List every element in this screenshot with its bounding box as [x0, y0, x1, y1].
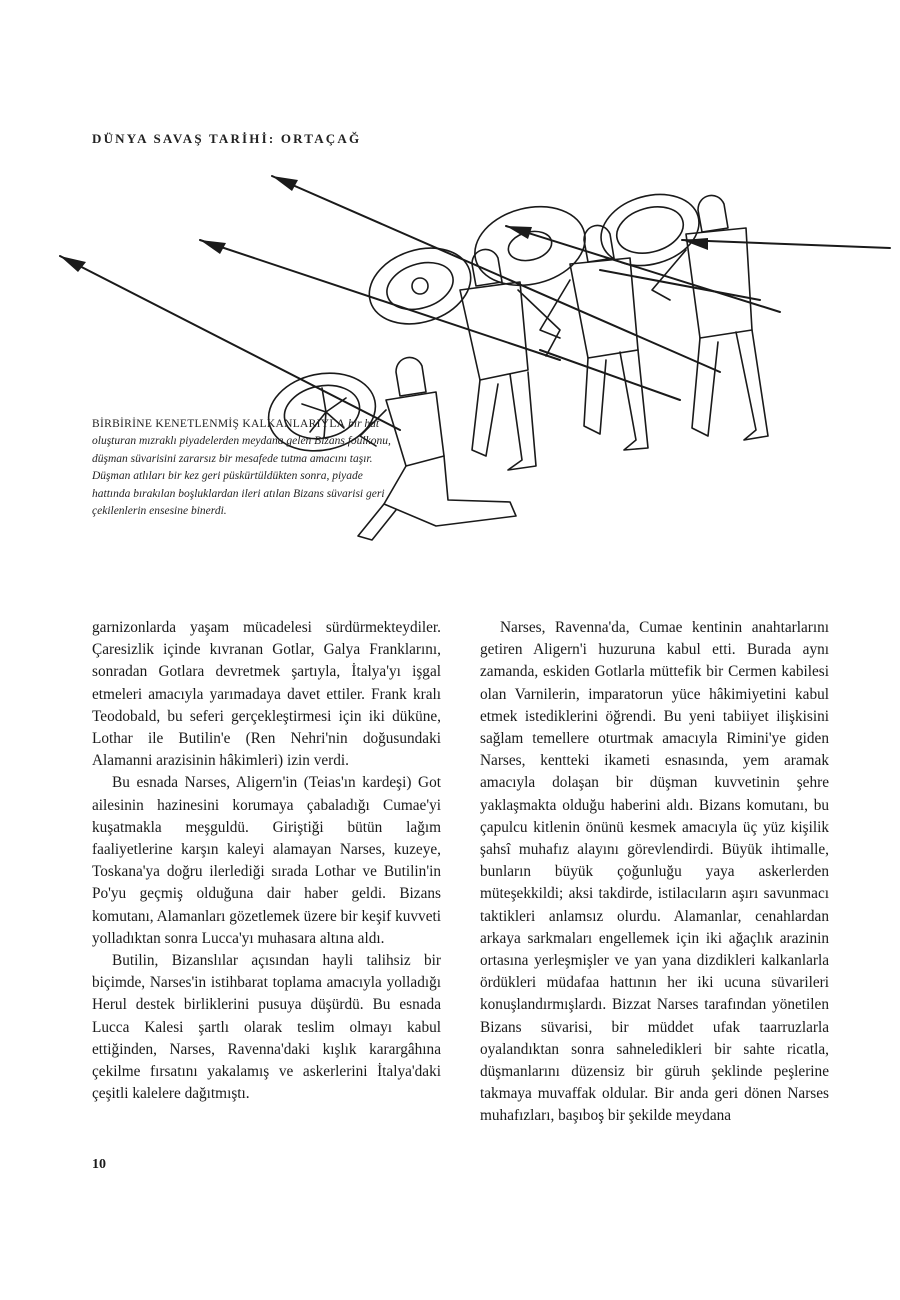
figure-caption	[92, 416, 392, 520]
caption-heading: BİRBİRİNE KENETLENMİŞ KALKANLARIYLA	[92, 418, 346, 430]
running-head: DÜNYA SAVAŞ TARİHİ: ORTAÇAĞ	[92, 131, 362, 146]
spears	[60, 176, 890, 430]
paragraph: garnizonlarda yaşam mücadelesi sürdürmekteydiler. Çaresizlik içinde kıvranan Gotlar, Galya Franklarını, sonradan Gotlara devretmek şartıyla, İtalya'yı işgal etmeleri amacıyla yarımadaya davet ettiler. Frank kralı Teodobald, bu seferi gerçekleştirmesi için iki düküne, Lothar ile Butilin'e (Ren Nehri'nin doğusundaki Alamanni arazisinin hâkimleri) izin verdi.	[92, 619, 441, 770]
page-number: 10	[92, 1157, 106, 1172]
caption-text: bir hat oluşturan mızraklı piyadelerden meydana gelen Bizans foulkonu, düşman süvarisini zararsız bir mesafede tutma amacını taşır. Düşman atlıları bir kez geri püskürtüldükten sonra, piyade hattında bırakılan boşluklardan ileri atılan Bizans süvarisi geri çekilenlerin ensesine binerdi.	[92, 418, 391, 518]
left-column	[92, 617, 441, 1105]
paragraph: Butilin, Bizanslılar açısından hayli talihsiz bir biçimde, Narses'in istihbarat toplama amacıyla yolladığı Herul destek birliklerini pusuya düşürdü. Bu esnada Lucca Kalesi şartlı olarak teslim olmayı kabul ettiğinden, Narses, Ravenna'daki kışlık karargâhına çekilme fırsatını yakalamış ve askerlerini İtalya'daki çeşitli kalelere dağıtmıştı.	[92, 952, 441, 1103]
right-column	[480, 617, 829, 1128]
paragraph: Bu esnada Narses, Aligern'in (Teias'ın kardeşi) Got ailesinin hazinesini korumaya çabaladığı Cumae'yi kuşatmakla meşguldü. Giriştiği bütün lağım faaliyetlerine karşın kaleyi alamayan Narses, kuzeye, Toskana'ya doğru ilerlediği sırada Lothar ve Butilin'in Po'yu geçmiş olduğuna dair haber geldi. Bizans komutanı, Alamanları gözetlemek üzere bir keşif kuvveti yolladıktan sonra Lucca'yı muhasara altına aldı.	[92, 774, 441, 947]
paragraph: Narses, Ravenna'da, Cumae kentinin anahtarlarını getiren Aligern'i huzuruna kabul etti. Burada aynı zamanda, eskiden Gotlarla müttefik bir Cermen kabilesi olan Varnilerin, imparatorun yüce hâkimiyetini kabul etmek istediklerini öğrendi. Bu yeni tabiiyet ilişkisini sağlam temellere oturtmak amacıyla Rimini'ye giden Narses, kentteki ikameti esnasında, yem aramak amacıyla dolaşan bir düşman kuvvetinin şehre yaklaşmakta olduğu haberini aldı. Bizans komutanı, bu çapulcu kitlenin önünü kesmek amacıyla üç yüz kişilik şahsî muhafız alayını görevlendirdi. Büyük ihtimalle, bunların büyük çoğunluğu yaya askerlerden müteşekkildi; aksi takdirde, istilacıların aşırı savunmacı taktikleri anlamsız olurdu. Alamanlar, cenahlardan arkaya sarkmaları engellemek için iki ağaçlık arazinin ortasına yerleşmişler ve yan yana dizdikleri kalkanlarla ördükleri müdafaa hattının her iki ucuna süvarileri konuşlandırmışlardı. Bizzat Narses tarafından yönetilen Bizans süvarisi, bir müddet ufak taarruzlarla oyalandıktan sonra sahneledikleri bir sahte ricatla, düşmanlarını düzensiz bir güruh şeklinde peşlerine takmaya muvaffak oldular. Bir anda geri dönen Narses muhafızları, başıboş bir şekilde meydana	[480, 619, 829, 1125]
soldier-4	[593, 184, 768, 440]
